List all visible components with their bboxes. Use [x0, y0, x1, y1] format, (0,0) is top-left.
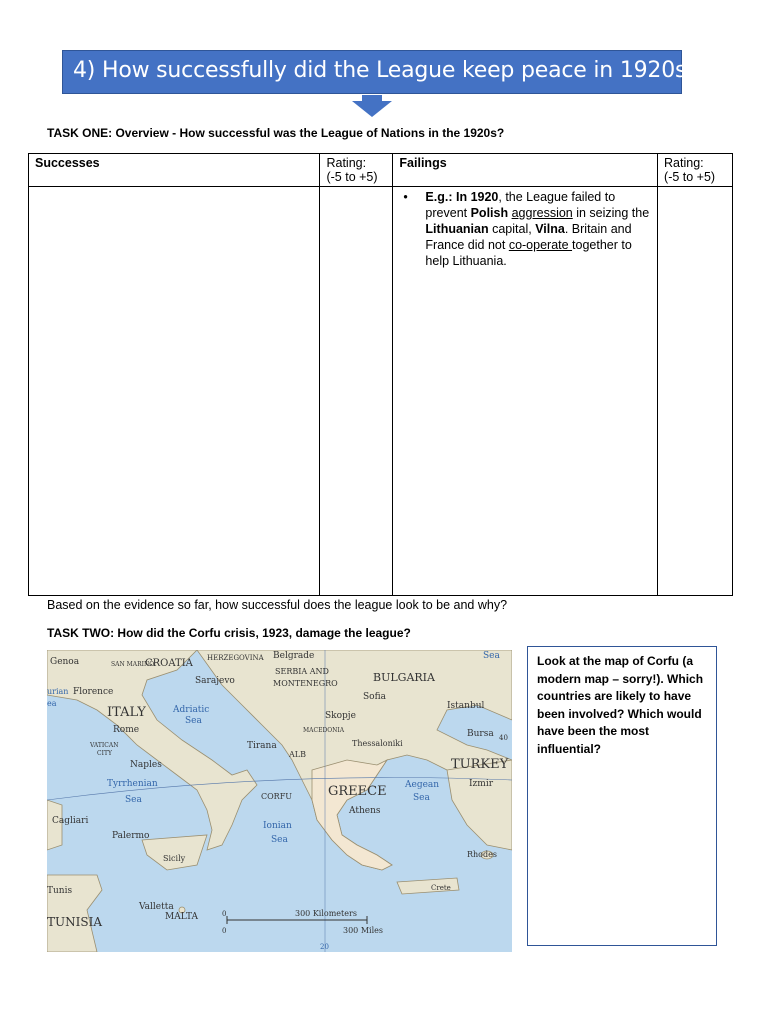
map-label-crete: Crete	[431, 884, 451, 892]
map-label-vatican: VATICAN	[90, 742, 119, 749]
map-label-palermo: Palermo	[112, 831, 150, 841]
map-label-bursa: Bursa	[467, 729, 494, 739]
map-label-rome: Rome	[113, 725, 140, 735]
map-label-san-marino: SAN MARINO	[111, 661, 155, 668]
map-label-urian: urian	[47, 687, 69, 696]
map-label-malta: MALTA	[165, 912, 198, 922]
map-label-sofia: Sofia	[363, 692, 386, 702]
map-label-miles: 300 Miles	[343, 926, 383, 935]
map-label-ionian: Ionian	[263, 821, 292, 831]
map-label-alb: ALB	[289, 750, 306, 759]
successes-rating-cell[interactable]	[320, 187, 393, 596]
map-label-forty: 40	[499, 734, 508, 742]
successes-cell[interactable]	[29, 187, 320, 596]
map-label-aegean-sea: Sea	[413, 793, 430, 803]
map-label-zero-km: 0	[222, 910, 227, 918]
map-label-thessaloniki: Thessaloniki	[352, 739, 403, 748]
map-label-corfu: CORFU	[261, 792, 292, 801]
map-label-rhodes: Rhodes	[467, 850, 497, 859]
map-label-istanbul: Istanbul	[447, 701, 485, 711]
map-label-serbia: SERBIA AND	[275, 667, 329, 676]
overview-table	[28, 153, 733, 596]
map-label-skopje: Skopje	[325, 711, 356, 721]
failings-rating-cell[interactable]	[658, 187, 733, 596]
map-label-montenegro: MONTENEGRO	[273, 679, 338, 688]
map-label-izmir: Izmir	[469, 779, 494, 789]
failings-cell[interactable]	[393, 187, 658, 596]
title-banner	[62, 50, 698, 94]
evidence-prompt: Based on the evidence so far, how successful does the league look to be and why?	[47, 598, 508, 612]
question-text: Look at the map of Corfu (a modern map – sorry!). Which countries are likely to have been involved? Which would have been the most influential?	[537, 654, 704, 756]
map-label-turkey: TURKEY	[451, 757, 509, 772]
page-title: 4) How successfully did the League keep peace in 1920s?	[73, 58, 698, 83]
map-label-belgrade: Belgrade	[273, 651, 315, 661]
map-label-zero-miles: 0	[222, 927, 227, 935]
map-label-tyrrhenian: Tyrrhenian	[107, 779, 158, 789]
map-label-ea: ea	[47, 699, 57, 708]
question-box	[527, 646, 717, 946]
map-label-florence: Florence	[73, 687, 114, 697]
header-failings: Failings	[393, 154, 658, 187]
map-label-city: CITY	[97, 750, 112, 757]
map-label-adriatic-sea: Sea	[185, 716, 202, 726]
map-label-valletta: Valletta	[139, 902, 174, 912]
map-label-sea-top: Sea	[483, 651, 500, 661]
failing-example: • E.g.: In 1920, the League failed to prevent Polish aggression in seizing the Lithuanian capital, Vilna. Britain and France did not co-operate together to help Lithuania.	[425, 189, 651, 269]
header-rating-failings: Rating: (-5 to +5)	[658, 154, 733, 187]
map-label-sicily: Sicily	[163, 854, 186, 863]
map-label-cagliari: Cagliari	[52, 816, 89, 826]
map-label-herzegovina: HERZEGOVINA	[207, 654, 264, 662]
map-label-tirana: Tirana	[247, 741, 277, 751]
map-label-adriatic: Adriatic	[173, 705, 210, 715]
map-label-genoa: Genoa	[50, 657, 80, 667]
down-arrow-icon	[352, 95, 392, 117]
corfu-map	[47, 650, 512, 952]
map-label-tunis: Tunis	[47, 886, 73, 896]
map-label-macedonia: MACEDONIA	[303, 727, 345, 734]
map-label-athens: Athens	[349, 806, 381, 816]
map-label-km: 300 Kilometers	[295, 909, 357, 918]
map-label-greece: GREECE	[328, 784, 387, 799]
map-label-aegean: Aegean	[405, 780, 440, 790]
header-successes: Successes	[29, 154, 320, 187]
task-two-heading: TASK TWO: How did the Corfu crisis, 1923, damage the league?	[47, 626, 411, 640]
map-label-croatia: CROATIA	[145, 658, 193, 669]
header-rating-successes: Rating: (-5 to +5)	[320, 154, 393, 187]
map-label-longitude: 20	[320, 943, 329, 951]
map-label-naples: Naples	[130, 760, 162, 770]
map-label-tyrrhenian-sea: Sea	[125, 795, 142, 805]
map-label-sarajevo: Sarajevo	[195, 676, 235, 686]
map-label-tunisia: TUNISIA	[47, 915, 102, 929]
map-label-ionian-sea: Sea	[271, 835, 288, 845]
task-one-heading: TASK ONE: Overview - How successful was the League of Nations in the 1920s?	[47, 126, 505, 140]
map-label-bulgaria: BULGARIA	[373, 671, 435, 684]
map-label-italy: ITALY	[107, 705, 146, 720]
